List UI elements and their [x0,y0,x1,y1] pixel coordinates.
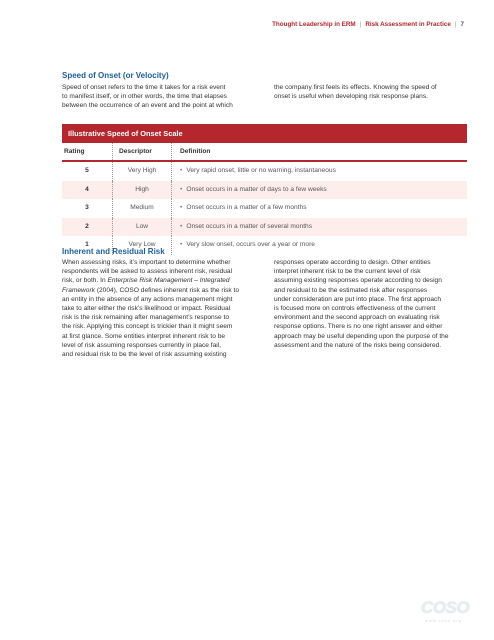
text-line: respondents will be asked to assess inherent risk, residual [62,268,233,276]
text-line: level of risk assuming responses currently in place fail, [62,341,222,349]
header-doc-title: Risk Assessment in Practice [365,21,451,28]
definition-text: Very rapid onset, little or no warning, instantaneous [186,167,336,174]
definition-cell [172,181,467,200]
inherent-right-column [274,258,474,350]
header-separator: | [359,21,362,28]
text-line: the risk. Applying this concept is trickier than it might seem [62,323,233,331]
descriptor-cell: Very Low [112,236,172,255]
text-line: between the occurrence of an event and the point at which [62,102,233,110]
text-line: assessment and the nature of the risks being considered. [274,341,442,349]
text-line: an entity in the absence of any actions management might [62,295,233,303]
text-line: Speed of onset refers to the time it takes for a risk event [62,84,226,91]
page-number: 7 [460,21,464,28]
text-line [62,276,267,285]
bullet-glyph: • [180,185,183,193]
table-title: Illustrative Speed of Onset Scale [62,124,467,143]
table-row [62,218,467,237]
header-definition: Definition [180,148,211,155]
text-line: and residual risk to be the level of risk assuming existing [62,351,227,359]
text-line [62,286,267,295]
coso-logo [421,598,471,624]
definition-cell [172,236,467,255]
bullet-glyph: • [180,204,183,211]
text-line: under consideration are put into place. The first approach [274,295,442,303]
table-row [62,199,467,218]
text-line: is focused more on controls effectiveness of the current [274,305,436,313]
table-row [62,162,467,181]
text-line: at first glance. Some entities interpret inherent risk to be [62,332,226,340]
text-span: risk, or both. In [62,277,108,285]
text-line: approach may be useful depending upon the purpose of the [274,332,449,340]
speed-of-onset-table [62,124,467,255]
framework-title: Enterprise Risk Management – Integrated [107,277,230,285]
rating-cell: 3 [85,204,89,211]
logo-url: www.coso.org [425,618,462,623]
definition-text: Very slow onset, occurs over a year or more [186,241,315,248]
descriptor-cell: Low [112,218,172,237]
table-row [62,181,467,200]
header-descriptor: Descriptor [112,143,172,160]
text-line: When assessing risks, it’s important to determine whether [62,259,231,266]
definition-text: Onset occurs in a matter of several months [186,222,313,230]
text-line: environment and the second approach on evaluating risk [274,314,440,322]
definition-cell [172,199,467,218]
text-span: (2004), COSO defines inherent risk as the risk to [94,286,240,294]
text-line: onset is useful when developing risk response plans. [274,93,428,101]
speed-of-onset-heading: Speed of Onset (or Velocity) [62,71,169,80]
text-line: to manifest itself, or in other words, the time that elapses [62,93,227,101]
rating-cell: 2 [85,222,89,230]
bullet-glyph: • [180,167,183,174]
descriptor-cell: High [112,181,172,200]
definition-text: Onset occurs in a matter of a few months [186,204,307,211]
header-separator-2: | [454,21,457,28]
definition-cell [172,162,467,181]
speed-left-column [62,83,267,111]
table-header-row [62,143,467,162]
inherent-left-column [62,258,267,359]
bullet-glyph: • [180,222,183,230]
header-rating: Rating [64,148,85,155]
running-header [272,21,464,28]
text-line: response options. There is no one right answer and either [274,323,443,331]
logo-text: COSO [421,598,470,617]
rating-cell: 5 [85,167,89,174]
speed-right-column [274,83,474,101]
text-line: and residual to be the estimated risk after responses [274,286,428,294]
descriptor-cell: Medium [112,199,172,218]
inherent-residual-heading: Inherent and Residual Risk [62,247,165,256]
header-section: Thought Leadership in ERM [272,21,356,28]
bullet-glyph: • [180,241,183,248]
text-line: responses operate according to design. Other entities [274,259,431,266]
text-line: risk is the risk remaining after management’s response to [62,314,229,322]
rating-cell: 4 [85,185,89,193]
definition-text: Onset occurs in a matter of days to a few weeks [186,185,327,193]
framework-title-cont: Framework [62,286,95,294]
descriptor-cell: Very High [112,162,172,181]
text-line: interpret inherent risk to be the current level of risk [274,268,421,276]
text-line: the company first feels its effects. Knowing the speed of [274,84,437,91]
text-line: assuming existing responses operate according to design [274,277,442,285]
rating-cell: 1 [85,241,89,248]
definition-cell [172,218,467,237]
text-line: take to alter either the risk’s likelihood or impact. Residual [62,305,231,313]
